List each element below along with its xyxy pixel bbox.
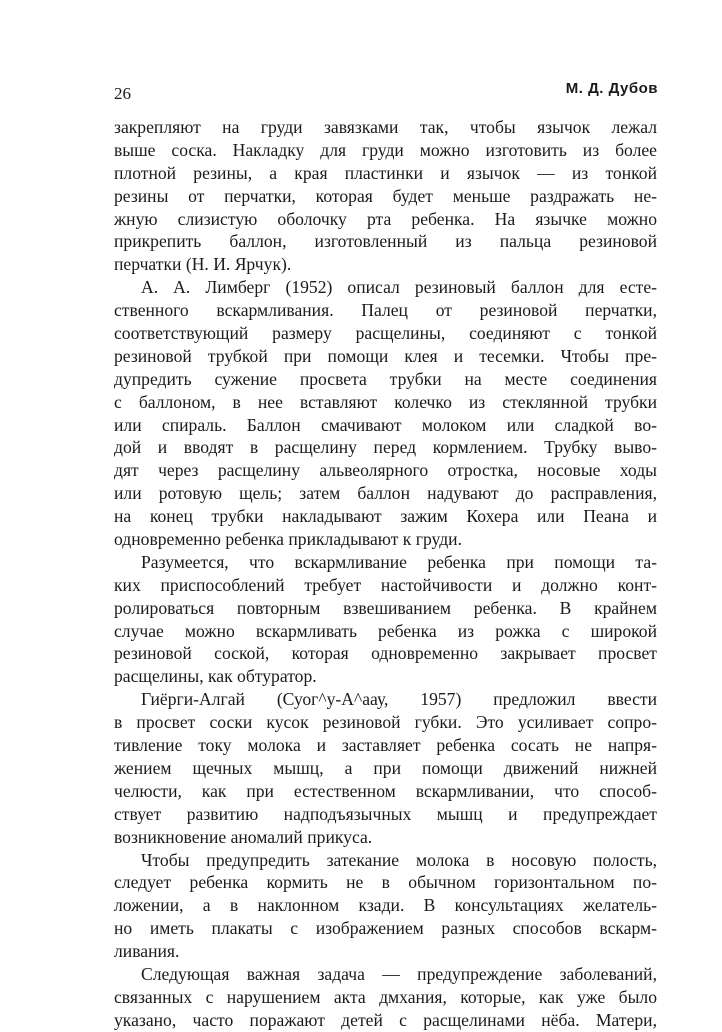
paragraph [114,276,657,551]
text-line: связанных с нарушением акта дмхания, которые, как уже было [114,986,657,1007]
text-line: ложении, а в наклонном кзади. В консультациях желатель- [114,895,657,916]
paragraph [114,688,657,848]
text-line: ливания. [114,941,180,962]
text-line: в просвет соски кусок резиновой губки. Это усиливает сопро- [114,712,657,733]
page-number: 26 [114,84,131,103]
page-header [114,80,658,104]
text-line: тивление току молока и заставляет ребенка сосать не напря- [114,735,657,756]
text-line: резины от перчатки, которая будет меньше раздражать не- [114,185,657,206]
text-line: ких приспособлений требует настойчивости и должно конт- [114,574,657,595]
text-line: случае можно вскармливать ребенка из рожка с широкой [114,620,657,641]
text-line: расщелины, как обтуратор. [114,666,317,687]
text-line: одновременно ребенка прикладывают к груди. [114,529,462,550]
text-line: Гиёрги-Алгай (Суог^у-А^аау, 1957) предложил ввести [141,689,657,710]
text-line: А. А. Лимберг (1952) описал резиновый баллон для есте- [141,277,657,298]
text-line: дой и вводят в расщелину перед кормлением. Трубку выво- [114,437,657,458]
text-line: ственного вскармливания. Палец от резиновой перчатки, [114,300,657,321]
text-line: жную слизистую оболочку рта ребенка. На язычке можно [114,208,657,229]
paragraph [114,963,657,1032]
running-head-author: М. Д. Дубов [565,80,658,97]
text-line: челюсти, как при естественном вскармливании, что способ- [114,780,657,801]
text-line: но иметь плакаты с изображением разных способов вскарм- [114,918,657,939]
text-line: перчатки (Н. И. Ярчук). [114,254,292,275]
text-line: Следующая важная задача — предупреждение заболеваний, [141,963,657,984]
text-line: на конец трубки накладывают зажим Кохера или Пеана и [114,506,657,527]
text-line: Чтобы предупредить затекание молока в носовую полость, [141,849,657,870]
text-line: с баллоном, в нее вставляют колечко из стеклянной трубки [114,391,657,412]
body-text [114,116,657,1032]
text-line: плотной резины, а края пластинки и язычок — из тонкой [114,162,657,183]
text-line: закрепляют на груди завязками так, чтобы язычок лежал [114,117,657,137]
text-line: выше соска. Накладку для груди можно изготовить из более [114,139,657,160]
text-line: или спираль. Баллон смачивают молоком или сладкой во- [114,414,657,435]
text-line: резиновой трубкой при помощи клея и тесемки. Чтобы пре- [114,345,657,366]
text-line: или ротовую щель; затем баллон надувают до расправления, [114,483,657,504]
text-line: ствует развитию надподъязычных мышц и предупреждает [114,803,657,824]
text-line: Разумеется, что вскармливание ребенка при помощи та- [141,551,657,572]
text-line: дупредить сужение просвета трубки на месте соединения [114,368,657,389]
paragraph [114,551,657,688]
text-line: резиновой соской, которая одновременно закрывает просвет [114,643,657,664]
text-line: ролироваться повторным взвешиванием ребенка. В крайнем [114,597,657,618]
text-line: дят через расщелину альвеолярного отростка, носовые ходы [114,460,657,481]
text-line: жением щечных мышц, а при помощи движений нижней [114,757,657,778]
text-line: соответствующий размеру расщелины, соединяют с тонкой [114,323,657,344]
paragraph [114,849,657,963]
text-line: возникновение аномалий прикуса. [114,826,373,847]
text-line: следует ребенка кормить не в обычном горизонтальном по- [114,872,657,893]
paragraph [114,116,657,276]
text-line: указано, часто поражают детей с расщелинами нёба. Матери, [114,1009,657,1030]
text-line: прикрепить баллон, изготовленный из пальца резиновой [114,231,657,252]
